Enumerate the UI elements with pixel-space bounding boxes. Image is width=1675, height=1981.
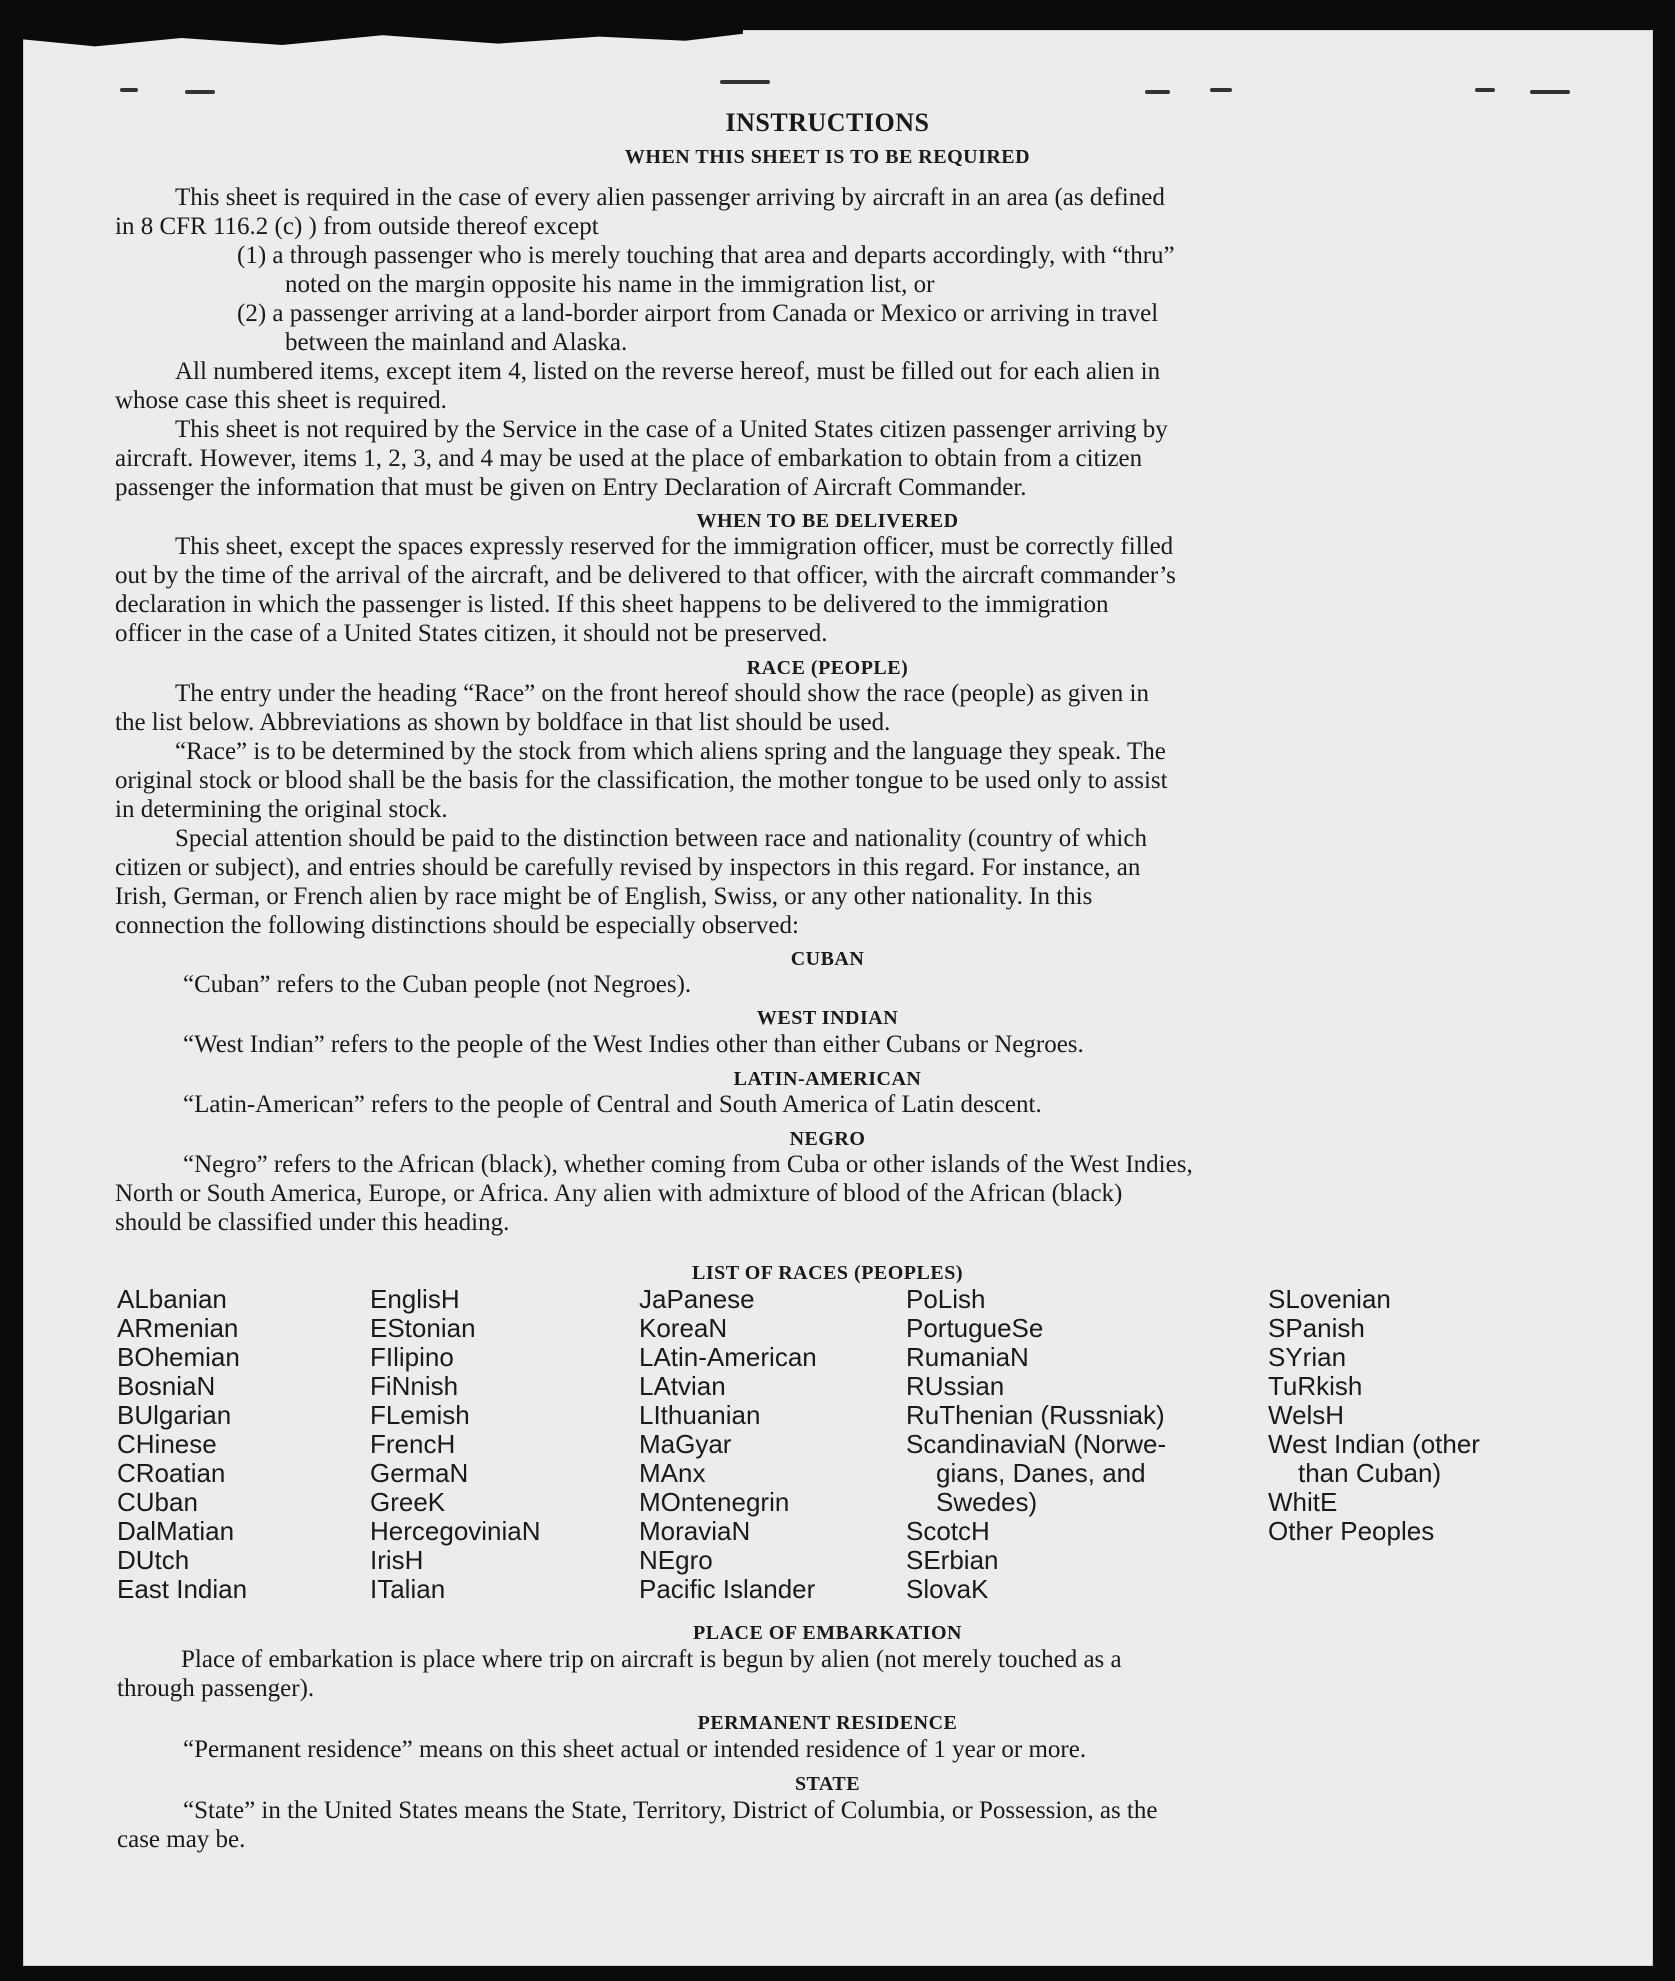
race-item: Other Peoples bbox=[1268, 1516, 1435, 1546]
race-item: Swedes) bbox=[936, 1487, 1038, 1517]
text-line: noted on the margin opposite his name in the immigration list, or bbox=[285, 271, 935, 298]
race-item: TuRkish bbox=[1268, 1371, 1363, 1401]
text-line: “Latin-American” refers to the people of Central and South America of Latin descent. bbox=[183, 1091, 1042, 1118]
section-heading: WHEN THIS SHEET IS TO BE REQUIRED bbox=[624, 146, 1031, 168]
race-item: SlovaK bbox=[906, 1574, 989, 1604]
scan-speck bbox=[120, 88, 138, 92]
text-line: “State” in the United States means the State, Territory, District of Columbia, or Possession, as the bbox=[183, 1797, 1158, 1824]
race-item: ARmenian bbox=[117, 1313, 239, 1343]
race-item: MOntenegrin bbox=[639, 1487, 790, 1517]
race-item: ITalian bbox=[370, 1574, 446, 1604]
section-heading: PERMANENT RESIDENCE bbox=[697, 1712, 958, 1734]
race-item: NEgro bbox=[639, 1545, 713, 1575]
race-item: ALbanian bbox=[117, 1284, 227, 1314]
section-heading: NEGRO bbox=[789, 1128, 866, 1150]
text-line: in 8 CFR 116.2 (c) ) from outside thereof except bbox=[115, 213, 599, 240]
race-item: FrencH bbox=[370, 1429, 456, 1459]
race-column-5 bbox=[1268, 1285, 1480, 1546]
race-column-4 bbox=[906, 1285, 1166, 1604]
text-line: This sheet is not required by the Service in the case of a United States citizen passenger arriving by bbox=[175, 416, 1168, 443]
race-item: BosniaN bbox=[117, 1371, 216, 1401]
text-line: original stock or blood shall be the basis for the classification, the mother tongue to be used only to assist bbox=[115, 767, 1168, 794]
race-item: MoraviaN bbox=[639, 1516, 751, 1546]
race-item: RUssian bbox=[906, 1371, 1005, 1401]
race-item: HercegoviniaN bbox=[370, 1516, 541, 1546]
race-column-2 bbox=[370, 1285, 541, 1604]
race-item: EStonian bbox=[370, 1313, 476, 1343]
text-line: citizen or subject), and entries should be carefully revised by inspectors in this regard. For instance, an bbox=[115, 854, 1141, 881]
scan-speck bbox=[1210, 88, 1232, 92]
race-item: LAtin-American bbox=[639, 1342, 817, 1372]
text-line: declaration in which the passenger is listed. If this sheet happens to be delivered to the immigration bbox=[115, 591, 1109, 618]
race-item: BUlgarian bbox=[117, 1400, 232, 1430]
text-line: between the mainland and Alaska. bbox=[285, 329, 628, 356]
race-item: SYrian bbox=[1268, 1342, 1347, 1372]
race-item: FiNnish bbox=[370, 1371, 459, 1401]
race-item: LIthuanian bbox=[639, 1400, 761, 1430]
text-line: This sheet is required in the case of every alien passenger arriving by aircraft in an area (as defined bbox=[175, 184, 1165, 211]
race-column-1 bbox=[117, 1285, 247, 1604]
text-line: North or South America, Europe, or Africa. Any alien with admixture of blood of the African (black) bbox=[115, 1180, 1123, 1207]
race-item: FIlipino bbox=[370, 1342, 454, 1372]
race-item: PortugueSe bbox=[906, 1313, 1044, 1343]
text-line: case may be. bbox=[117, 1826, 246, 1853]
race-item: CRoatian bbox=[117, 1458, 226, 1488]
race-item: SLovenian bbox=[1268, 1284, 1391, 1314]
text-line: The entry under the heading “Race” on the front hereof should show the race (people) as given in bbox=[175, 680, 1149, 707]
section-heading: WEST INDIAN bbox=[756, 1007, 899, 1029]
race-item: CUban bbox=[117, 1487, 198, 1517]
race-item: West Indian (other bbox=[1268, 1429, 1480, 1459]
text-line: “Permanent residence” means on this sheet actual or intended residence of 1 year or more. bbox=[183, 1736, 1087, 1763]
race-item: ScandinaviaN (Norwe- bbox=[906, 1429, 1167, 1459]
text-line: passenger the information that must be given on Entry Declaration of Aircraft Commander. bbox=[115, 474, 1027, 501]
section-heading: STATE bbox=[794, 1773, 861, 1795]
text-line: “Race” is to be determined by the stock from which aliens spring and the language they speak. The bbox=[175, 738, 1166, 765]
text-line: “West Indian” refers to the people of the West Indies other than either Cubans or Negroes. bbox=[183, 1031, 1084, 1058]
text-line: the list below. Abbreviations as shown by boldface in that list should be used. bbox=[115, 709, 891, 736]
race-item: MAnx bbox=[639, 1458, 706, 1488]
text-line: Special attention should be paid to the distinction between race and nationality (country of which bbox=[175, 825, 1147, 852]
text-line: aircraft. However, items 1, 2, 3, and 4 may be used at the place of embarkation to obtain from a citizen bbox=[115, 445, 1143, 472]
race-item: SPanish bbox=[1268, 1313, 1365, 1343]
section-heading: LIST OF RACES (PEOPLES) bbox=[691, 1262, 963, 1284]
text-line: Irish, German, or French alien by race might be of English, Swiss, or any other nationality. In this bbox=[115, 883, 1093, 910]
race-column-3 bbox=[639, 1285, 817, 1604]
race-item: Pacific Islander bbox=[639, 1574, 816, 1604]
race-item: BOhemian bbox=[117, 1342, 240, 1372]
text-line: connection the following distinctions should be especially observed: bbox=[115, 912, 799, 939]
race-item: WhitE bbox=[1268, 1487, 1338, 1517]
section-heading: LATIN-AMERICAN bbox=[733, 1068, 922, 1090]
text-line: This sheet, except the spaces expressly reserved for the immigration officer, must be correctly filled bbox=[175, 533, 1174, 560]
race-item: DalMatian bbox=[117, 1516, 235, 1546]
text-line: Place of embarkation is place where trip on aircraft is begun by alien (not merely touched as a bbox=[181, 1646, 1122, 1673]
text-line: (2) a passenger arriving at a land-border airport from Canada or Mexico or arriving in travel bbox=[237, 300, 1159, 327]
text-line: should be classified under this heading. bbox=[115, 1209, 510, 1236]
race-item: GermaN bbox=[370, 1458, 469, 1488]
section-heading: PLACE OF EMBARKATION bbox=[693, 1622, 962, 1644]
race-item: JaPanese bbox=[639, 1284, 755, 1314]
scan-speck bbox=[720, 80, 770, 84]
race-item: FLemish bbox=[370, 1400, 470, 1430]
text-line: All numbered items, except item 4, listed on the reverse hereof, must be filled out for each alien in bbox=[175, 358, 1161, 385]
text-line: (1) a through passenger who is merely touching that area and departs accordingly, with “thru” bbox=[237, 242, 1175, 269]
section-heading: WHEN TO BE DELIVERED bbox=[696, 510, 959, 532]
race-item: SErbian bbox=[906, 1545, 999, 1575]
section-heading: CUBAN bbox=[790, 948, 865, 970]
race-item: PoLish bbox=[906, 1284, 986, 1314]
race-item: WelsH bbox=[1268, 1400, 1345, 1430]
section-heading: RACE (PEOPLE) bbox=[746, 657, 909, 679]
race-item: GreeK bbox=[370, 1487, 446, 1517]
race-item: than Cuban) bbox=[1298, 1458, 1442, 1488]
text-line: in determining the original stock. bbox=[115, 796, 448, 823]
text-line: “Cuban” refers to the Cuban people (not Negroes). bbox=[183, 971, 692, 998]
text-line: out by the time of the arrival of the aircraft, and be delivered to that officer, with the aircraft commander’s bbox=[115, 562, 1176, 589]
text-line: officer in the case of a United States citizen, it should not be preserved. bbox=[115, 620, 828, 647]
race-item: EnglisH bbox=[370, 1284, 460, 1314]
race-item: ScotcH bbox=[906, 1516, 990, 1546]
page-title: INSTRUCTIONS bbox=[725, 108, 930, 137]
scan-speck bbox=[1145, 90, 1170, 94]
scan-speck bbox=[185, 90, 215, 94]
race-item: CHinese bbox=[117, 1429, 217, 1459]
race-item: RumaniaN bbox=[906, 1342, 1029, 1372]
text-line: whose case this sheet is required. bbox=[115, 387, 447, 414]
race-item: IrisH bbox=[370, 1545, 424, 1575]
text-line: “Negro” refers to the African (black), whether coming from Cuba or other islands of the West Indies, bbox=[183, 1151, 1193, 1178]
race-item: RuThenian (Russniak) bbox=[906, 1400, 1165, 1430]
race-item: gians, Danes, and bbox=[936, 1458, 1146, 1488]
scan-speck bbox=[1530, 90, 1570, 94]
race-item: East Indian bbox=[117, 1574, 248, 1604]
race-item: MaGyar bbox=[639, 1429, 732, 1459]
scan-speck bbox=[1475, 88, 1495, 92]
text-line: through passenger). bbox=[117, 1675, 315, 1702]
race-item: KoreaN bbox=[639, 1313, 728, 1343]
race-item: LAtvian bbox=[639, 1371, 726, 1401]
race-item: DUtch bbox=[117, 1545, 190, 1575]
